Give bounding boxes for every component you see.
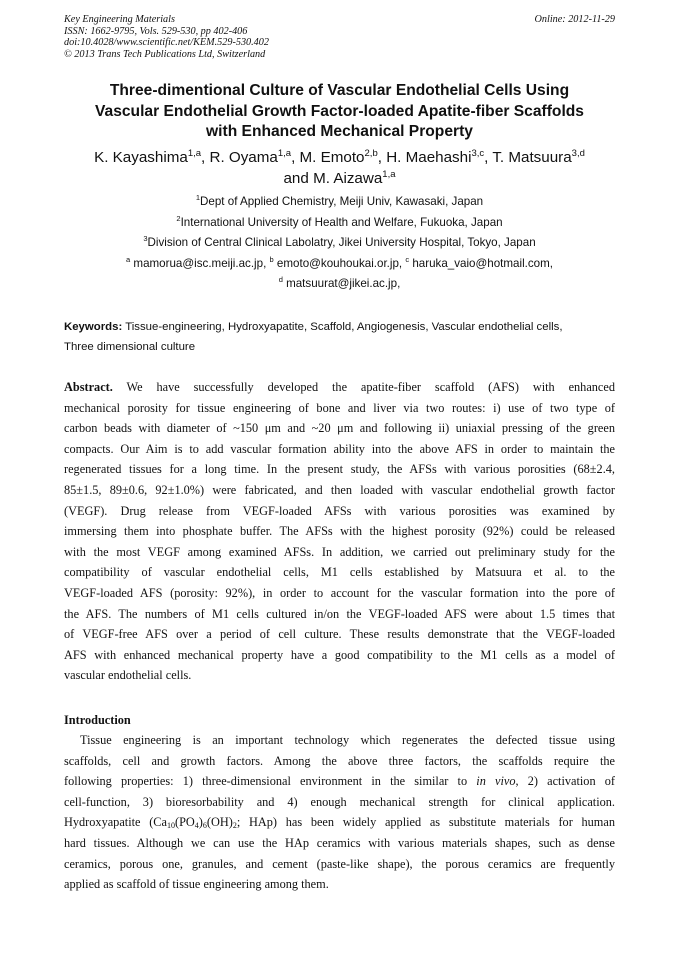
introduction-body — [64, 730, 615, 895]
abstract-line: the AFS. The numbers of M1 cells cultured in/on the VEGF-loaded AFS were about 1.5 times that — [64, 606, 615, 621]
affiliations — [64, 192, 615, 295]
intro-line: ceramics, porous one, granules, and cement (paste-like shape), the porous ceramics are frequently — [64, 856, 615, 871]
email-mark: c — [405, 254, 410, 264]
keywords-line-2: Three dimensional culture — [64, 340, 196, 353]
affil-number: 2 — [176, 213, 181, 223]
affil-text: Dept of Applied Chemistry, Meiji Univ, Kawasaki, Japan — [200, 195, 484, 208]
keywords-section — [64, 318, 615, 358]
author-name: R. Oyama — [209, 149, 278, 166]
author-row-1: K. Kayashima$^{1,a}$, R. Oyama$^{1,a}$, M. Emoto$^{2,b}$, H. Maehashi$^{3,c}$, T. Matsuura$^{3,d}$ — [94, 148, 585, 166]
email-row-1 — [64, 254, 615, 275]
email-b[interactable]: emoto@kouhoukai.or.jp, — [273, 256, 406, 270]
abstract-line: immersing them into phosphate buffer. The AFSs with the highest porosity (92%) could be released — [64, 524, 615, 539]
journal-name: Key Engineering Materials — [64, 14, 175, 25]
author-affil-mark: 1,a — [187, 148, 202, 159]
abstract-line: regenerated tissues for a long time. In the present study, the AFSs with various porosities (68±2.4, — [64, 462, 615, 477]
intro-text: ) — [198, 815, 203, 830]
author-affil-mark: 1,a — [277, 148, 292, 159]
author-row-2 — [64, 168, 615, 189]
journal-header — [64, 14, 615, 60]
abstract-line: mechanical porosity for tissue engineering of bone and liver via two routes: i) use of two type of — [64, 400, 615, 415]
intro-line: hard tissues. Although we can use the HAp ceramics with various materials shapes, such as dense — [64, 835, 615, 850]
intro-text: Hydroxyapatite (Ca — [64, 815, 167, 830]
abstract-line: compatibility of vascular endothelial cells, M1 cells established by Matsuura et al. to the — [64, 565, 615, 580]
author-affil-mark: 2,b — [364, 148, 378, 159]
intro-line — [64, 771, 615, 792]
author-name: M. Emoto — [299, 149, 365, 166]
email-mark: d — [278, 275, 283, 285]
intro-line: Tissue engineering is an important technology which regenerates the defected tissue using — [80, 733, 615, 747]
abstract-line — [64, 377, 615, 398]
author-affil-mark: 3,d — [571, 148, 585, 159]
intro-text: ; HAp) has been widely applied as substitute materials for human — [236, 815, 615, 830]
author-affil-mark: 1,a — [382, 169, 396, 180]
affil-text: International University of Health and Welfare, Fukuoka, Japan — [180, 215, 503, 229]
email-row-2 — [64, 274, 615, 295]
intro-line: cell-function, 3) bioresorbability and 4) enough mechanical strength for clinical application. — [64, 794, 615, 809]
online-date: Online: 2012-11-29 — [534, 14, 615, 25]
intro-text: (PO — [174, 815, 195, 830]
abstract-line: VEGF-loaded AFS (porosity: 92%), in order to account for the vascular formation into the pore of — [64, 585, 615, 600]
affiliation-3 — [64, 233, 615, 254]
abstract-section — [64, 377, 615, 686]
abstract-last-line: vascular endothelial cells. — [64, 668, 192, 683]
title-line-3: with Enhanced Mechanical Property — [206, 123, 473, 141]
email-mark: a — [126, 254, 131, 264]
abstract-line: AFS with enhanced mechanical property have a good compatibility to the M1 cells as a model of — [64, 647, 615, 662]
affiliation-2 — [64, 213, 615, 234]
abstract-line: (VEGF). Drug release from VEGF-loaded AFSs with various porosities was examined by — [64, 503, 615, 518]
author-name: M. Aizawa — [313, 170, 383, 187]
title-line-1: Three-dimentional Culture of Vascular Endothelial Cells Using — [109, 82, 570, 99]
email-d[interactable]: matsuurat@jikei.ac.jp, — [282, 277, 401, 291]
abstract-line: of VEGF-free AFS over a period of cell culture. These results demonstrate that the VEGF-loaded — [64, 627, 615, 642]
email-mark: b — [269, 254, 274, 264]
affil-text: Division of Central Clinical Labolatry, Jikei University Hospital, Tokyo, Japan — [147, 236, 536, 250]
author-name: K. Kayashima — [94, 149, 188, 166]
email-a[interactable]: mamorua@isc.meiji.ac.jp, — [130, 256, 270, 270]
paper-title — [64, 81, 615, 143]
introduction-heading: Introduction — [64, 713, 131, 727]
keywords-text-1: Tissue-engineering, Hydroxyapatite, Scaffold, Angiogenesis, Vascular endothelial cells, — [122, 321, 563, 333]
intro-text: (OH) — [206, 815, 233, 830]
author-affil-mark: 3,c — [471, 148, 485, 159]
keywords-line-1 — [64, 318, 615, 338]
abstract-line: 85±1.5, 89±0.6, 92±1.0%) were fabricated, and then loaded with vascular endothelial growth factor — [64, 482, 615, 497]
author-list — [64, 147, 615, 189]
keywords-label: Keywords: — [64, 321, 123, 333]
intro-line-formula — [64, 812, 615, 833]
copyright-line: © 2013 Trans Tech Publications Ltd, Switzerland — [64, 48, 266, 60]
abstract-first-text: We have successfully developed the apatite-fiber scaffold (AFS) with enhanced — [112, 380, 615, 394]
intro-text: following properties: 1) three-dimensional environment in the similar to — [64, 774, 477, 789]
formula-subscript: 2 — [232, 821, 237, 831]
abstract-line: with the most VEGF among examined AFSs. In addition, we carried out preliminary study for the — [64, 544, 615, 559]
title-line-2: Vascular Endothelial Growth Factor-loaded Apatite-fiber Scaffolds — [95, 102, 584, 120]
author-name: T. Matsuura — [492, 149, 572, 166]
affil-number: 1 — [195, 193, 201, 202]
email-c[interactable]: haruka_vaio@hotmail.com, — [409, 256, 553, 270]
intro-italic-term: in vivo — [476, 774, 516, 789]
intro-line: scaffolds, cell and growth factors. Among the above three factors, the scaffolds require the — [64, 753, 615, 768]
intro-text: , 2) activation of — [515, 774, 615, 789]
formula-subscript: 10 — [166, 821, 175, 831]
author-name: H. Maehashi — [386, 149, 472, 166]
abstract-label: Abstract. — [64, 380, 113, 394]
issn-line: ISSN: 1662-9795, Vols. 529-530, pp 402-406 — [64, 25, 248, 37]
abstract-line: compacts. Our Aim is to add vascular formation ability into the above AFS in order to maintain the — [64, 441, 615, 456]
affil-number: 3 — [143, 234, 148, 244]
formula-subscript: 6 — [202, 821, 207, 831]
author-conjunction: and — [283, 170, 309, 187]
formula-subscript: 4 — [194, 821, 199, 831]
intro-last-line: applied as scaffold of tissue engineering among them. — [64, 877, 329, 892]
affiliation-1 — [64, 192, 615, 213]
abstract-line: carbon beads with diameter of ~150 μm and ~20 μm and following ii) uniaxial pressing of the green — [64, 421, 615, 436]
doi-line: doi:10.4028/www.scientific.net/KEM.529-530.402 — [64, 37, 269, 49]
